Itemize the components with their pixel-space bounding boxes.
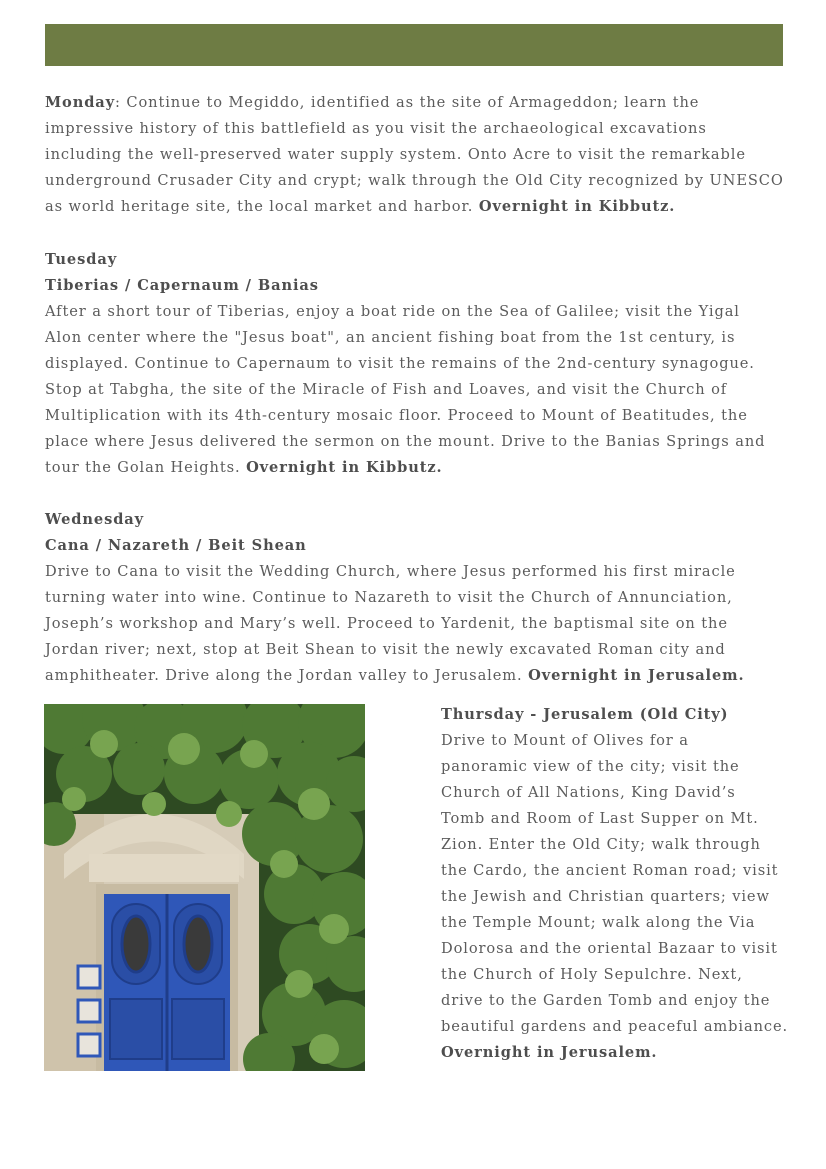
text-line: turning water into wine. Continue to Nazareth to visit the Church of Annunciation, [45,589,733,606]
text-line: Jordan river; next, stop at Beit Shean to visit the newly excavated Roman city and [45,641,726,658]
overnight-note: Overnight in Kibbutz. [478,198,676,215]
itinerary-monday [45,90,785,220]
text-line [45,663,785,689]
text-line [45,90,785,116]
text-line: Joseph’s workshop and Mary’s well. Proceed to Yardenit, the baptismal site on the [45,615,728,632]
text-line: the Jewish and Christian quarters; view [441,888,770,905]
text-fragment: tour the Golan Heights. [45,459,247,476]
day-title: Monday [45,94,116,111]
overnight-note: Overnight in Kibbutz. [246,459,443,476]
text-line: displayed. Continue to Capernaum to visit the remains of the 2nd-century synagogue. [45,355,755,372]
overnight-note: Overnight in Jerusalem. [528,667,745,684]
text-line [45,194,785,220]
text-line: the Temple Mount; walk along the Via [441,914,756,931]
text-line: place where Jesus delivered the sermon on the mount. Drive to the Banias Springs and [45,433,766,450]
text-line: Stop at Tabgha, the site of the Miracle of Fish and Loaves, and visit the Church of [45,381,728,398]
text-line: After a short tour of Tiberias, enjoy a boat ride on the Sea of Galilee; visit the Yigal [45,303,740,320]
text-line: Drive to Cana to visit the Wedding Church, where Jesus performed his first miracle [45,563,736,580]
header-banner [45,24,783,66]
day-title: Wednesday [45,511,145,528]
text-line: Dolorosa and the oriental Bazaar to visit [441,940,778,957]
text-line: Church of All Nations, King David’s [441,784,736,801]
text-fragment: as world heritage site, the local market and harbor. [45,198,479,215]
text-line: the Cardo, the ancient Roman road; visit [441,862,779,879]
photo-illustration [44,704,365,1071]
itinerary-tuesday [45,247,785,481]
text-line: including the well-preserved water supply system. Onto Acre to visit the remarkable [45,146,746,163]
itinerary-thursday [441,702,791,1066]
text-line: underground Crusader City and crypt; walk through the Old City recognized by UNESCO [45,172,784,189]
day-title: Tuesday [45,251,118,268]
text-fragment: amphitheater. Drive along the Jordan valley to Jerusalem. [45,667,529,684]
text-line: drive to the Garden Tomb and enjoy the [441,992,771,1009]
text-line [45,455,785,481]
text-line: Alon center where the "Jesus boat", an ancient fishing boat from the 1st century, is [45,329,736,346]
route-title: Cana / Nazareth / Beit Shean [45,537,307,554]
photo-blue-door [44,704,365,1071]
text-line: impressive history of this battlefield as you visit the archaeological excavations [45,120,707,137]
day-title: Thursday - Jerusalem (Old City) [441,706,729,723]
text-line: Multiplication with its 4th-century mosaic floor. Proceed to Mount of Beatitudes, the [45,407,748,424]
text-line: the Church of Holy Sepulchre. Next, [441,966,743,983]
itinerary-wednesday [45,507,785,689]
text-line: beautiful gardens and peaceful ambiance. [441,1018,789,1035]
text-line: Zion. Enter the Old City; walk through [441,836,761,853]
route-title: Tiberias / Capernaum / Banias [45,277,319,294]
text-line: panoramic view of the city; visit the [441,758,740,775]
text-line: Drive to Mount of Olives for a [441,732,689,749]
text-fragment: : Continue to Megiddo, identified as the site of Armageddon; learn the [115,94,700,111]
text-line: Tomb and Room of Last Supper on Mt. [441,810,759,827]
overnight-note: Overnight in Jerusalem. [441,1044,658,1061]
